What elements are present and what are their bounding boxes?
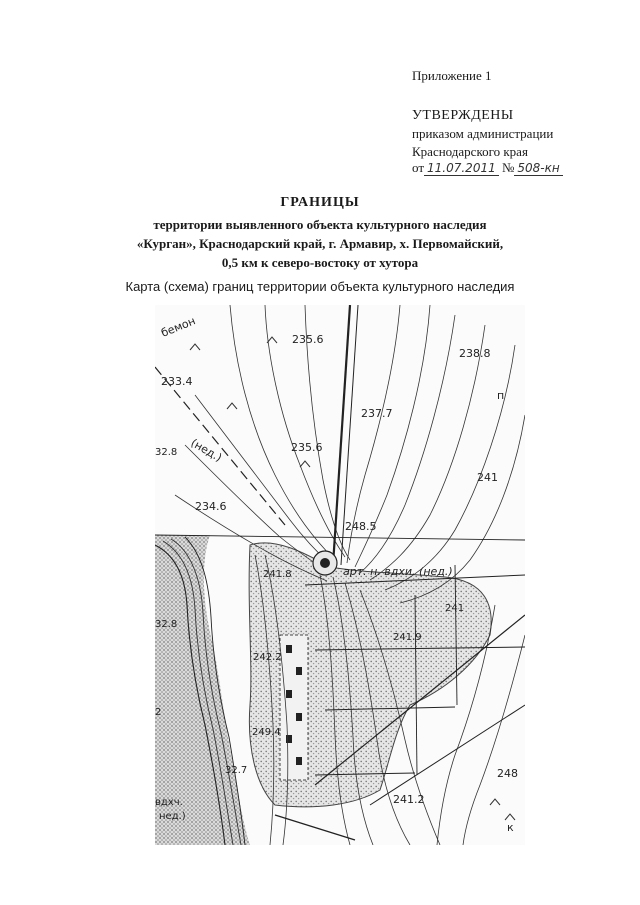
label-p: п bbox=[497, 389, 505, 402]
appendix-label: Приложение 1 bbox=[412, 68, 492, 83]
title-line-2: «Курган», Краснодарский край, г. Армавир, х. Первомайский, bbox=[136, 236, 504, 251]
order-date: 11.07.2011 bbox=[424, 161, 499, 176]
order-date-number bbox=[412, 160, 563, 176]
from-prefix: от bbox=[412, 160, 425, 175]
title-heading: ГРАНИЦЫ bbox=[280, 195, 360, 210]
label-h7: 234.6 bbox=[195, 500, 227, 513]
label-h15: 241.2 bbox=[393, 793, 425, 806]
label-h10: 241 bbox=[445, 603, 465, 614]
label-demon: бемон bbox=[159, 314, 198, 340]
label-ned: (нед.) bbox=[188, 436, 225, 465]
approved-label: УТВЕРЖДЕНЫ bbox=[412, 108, 514, 123]
label-h2: 238.8 bbox=[459, 347, 491, 360]
label-h5: 235.6 bbox=[291, 441, 323, 454]
reservoir bbox=[313, 551, 337, 575]
label-h8: 248.5 bbox=[345, 520, 377, 533]
label-h17: 32.8 bbox=[155, 619, 178, 630]
title-line-3: 0,5 км к северо-востоку от хутора bbox=[221, 255, 419, 270]
label-h1: 235.6 bbox=[292, 333, 324, 346]
map-caption: Карта (схема) границ территории объекта культурного наследия bbox=[125, 279, 515, 294]
label-h9: 241.8 bbox=[263, 569, 292, 580]
order-authority: приказом администрации bbox=[412, 126, 554, 141]
label-ned2: нед.) bbox=[159, 811, 186, 822]
label-h18: 32.7 bbox=[225, 765, 248, 776]
label-h3: 233.4 bbox=[161, 375, 193, 388]
label-reservoir: арт. н. вдхи. (нед.) bbox=[343, 565, 453, 578]
label-k: к bbox=[507, 821, 514, 834]
label-h12: 248 bbox=[497, 767, 518, 780]
label-two: 2 bbox=[155, 707, 162, 718]
label-h16: 32.8 bbox=[155, 447, 178, 458]
document-title bbox=[80, 195, 560, 272]
order-number: 508-кн bbox=[514, 161, 562, 176]
topographic-map bbox=[155, 305, 525, 845]
label-vdkh: вдхч. bbox=[155, 797, 183, 808]
label-h11: 241.9 bbox=[393, 632, 422, 643]
label-h13: 242.2 bbox=[253, 652, 282, 663]
title-line-1: территории выявленного объекта культурного наследия bbox=[153, 217, 487, 232]
region-name: Краснодарского края bbox=[412, 144, 528, 159]
label-h14: 249.4 bbox=[252, 727, 281, 738]
label-h4: 237.7 bbox=[361, 407, 393, 420]
number-sign: № bbox=[501, 160, 515, 175]
label-h6: 241 bbox=[477, 471, 498, 484]
